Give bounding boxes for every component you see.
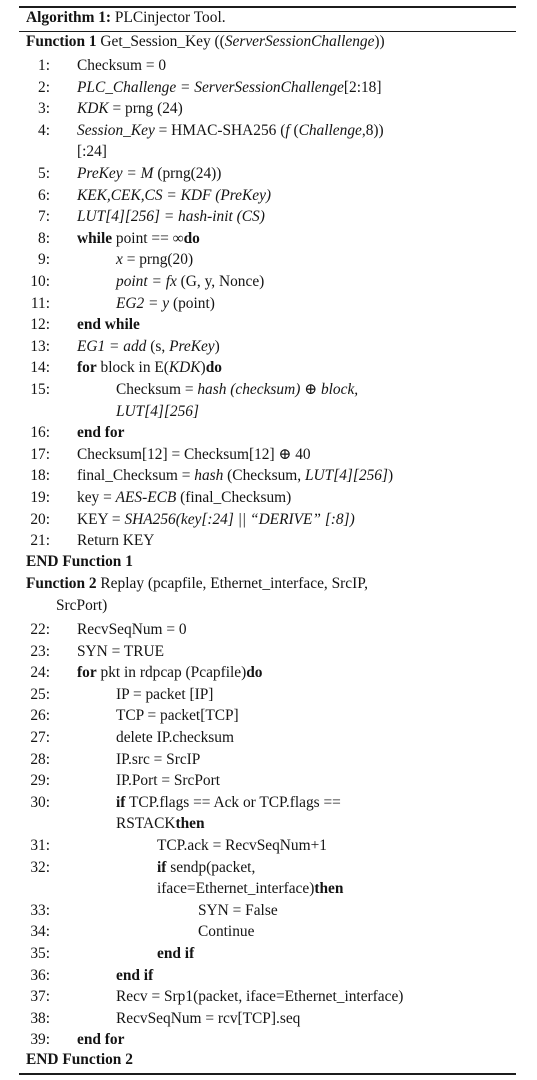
function1-signature: Get_Session_Key (( [100,33,225,50]
line-number: 21: [30,532,50,550]
code-line-7 [0,206,537,228]
line-code: for pkt in rdpcap (Pcapfile)do [77,664,263,682]
bottom-rule [19,1073,516,1075]
code-line-24 [0,662,537,684]
line-number: 10: [30,273,50,290]
line-code: IP = packet [IP] [116,685,214,703]
line-number: 30: [30,793,50,811]
line-code: delete IP.checksum [116,729,234,746]
line-code: end for [77,424,125,442]
line-code: point = fx (G, y, Nonce) [116,273,265,290]
code-line-23 [0,641,537,663]
line-number: 34: [30,923,50,941]
function1-close: )) [374,33,385,50]
line-code: for block in E(KDK)do [77,359,222,377]
line-code: EG2 = y (point) [116,294,215,312]
line-code: RSTACKthen [116,815,205,833]
line-code: SYN = False [198,901,278,919]
line-code: key = AES-ECB (final_Checksum) [77,489,292,506]
line-code: end while [77,316,140,334]
code-line-17 [0,444,537,466]
line-number: 13: [30,337,50,355]
line-number: 35: [30,945,50,962]
line-number: 36: [30,966,50,984]
function2-signature: Replay (pcapfile, Ethernet_interface, SrcIP, [100,575,368,592]
line-number: 32: [30,858,50,876]
title-rule [19,31,516,32]
line-code: IP.Port = SrcPort [116,772,221,790]
line-number: 2: [38,78,50,96]
function1-label: Function 1 [26,33,97,50]
code-line-26 [0,705,537,727]
line-number: 6: [38,186,50,204]
code-line-15 [0,379,537,401]
function1-header [26,33,385,51]
line-number: 37: [30,988,50,1006]
code-line-15-cont [0,401,537,423]
code-line-34 [0,921,537,943]
line-code: end for [77,1031,125,1049]
code-line-27 [0,727,537,749]
line-number: 28: [30,750,50,768]
code-line-30 [0,792,537,814]
line-code: while point == ∞do [77,229,200,247]
line-number: 22: [30,621,50,638]
line-number: 19: [30,489,50,506]
code-line-29 [0,770,537,792]
line-code: IP.src = SrcIP [116,750,201,768]
algorithm-title [26,9,226,27]
code-line-38 [0,1008,537,1030]
function1-end: END Function 1 [26,553,133,570]
line-number: 9: [38,251,50,269]
line-code: Checksum = hash (checksum) ⊕ block, [116,381,359,398]
line-code: Session_Key = HMAC-SHA256 (f (Challenge,8)) [77,121,384,139]
line-code: Checksum[12] = Checksum[12] ⊕ 40 [77,445,311,463]
line-number: 39: [30,1031,50,1049]
algorithm-label: Algorithm 1: [26,9,112,26]
code-line-4-cont [0,141,537,163]
code-line-32 [0,857,537,879]
line-number: 38: [30,1009,50,1027]
line-number: 25: [30,685,50,703]
code-line-3 [0,98,537,120]
line-number: 7: [38,208,50,226]
line-code: LUT[4][256] = hash-init (CS) [77,208,265,226]
line-number: 15: [30,381,50,398]
line-code: iface=Ethernet_interface)then [157,880,344,898]
line-number: 1: [38,57,50,74]
line-code: RecvSeqNum = 0 [77,621,187,638]
line-code: PLC_Challenge = ServerSessionChallenge[2:18] [77,78,382,96]
line-number: 3: [38,100,50,118]
line-code: EG1 = add (s, PreKey) [77,337,220,355]
line-code: PreKey = M (prng(24)) [77,165,222,182]
code-line-10 [0,271,537,293]
line-number: 27: [30,729,50,746]
line-number: 14: [30,359,50,377]
line-code: [:24] [77,143,107,161]
line-code: SYN = TRUE [77,642,165,660]
line-number: 4: [38,121,50,139]
function2-header [26,575,368,593]
line-code: KEK,CEK,CS = KDF (PreKey) [77,186,272,204]
function1-arg: ServerSessionChallenge [224,33,375,50]
code-line-9 [0,249,537,271]
line-number: 12: [30,316,50,334]
line-code: Return KEY [77,532,155,550]
line-number: 18: [30,467,50,485]
code-line-21 [0,530,537,552]
code-line-37 [0,986,537,1008]
code-line-16 [0,422,537,444]
code-line-5 [0,163,537,185]
code-line-14 [0,357,537,379]
code-line-12 [0,314,537,336]
code-line-30-cont [0,813,537,835]
code-line-6 [0,185,537,207]
line-code: Checksum = 0 [77,57,167,74]
line-code: end if [116,966,154,984]
line-code: end if [157,945,195,962]
code-line-1 [0,55,537,77]
line-code: KDK = prng (24) [77,100,183,118]
line-number: 8: [38,229,50,247]
code-line-22 [0,619,537,641]
line-code: RecvSeqNum = rcv[TCP].seq [116,1009,301,1027]
line-code: Continue [198,923,255,941]
top-rule [19,6,516,8]
line-code: if TCP.flags == Ack or TCP.flags == [116,793,341,811]
code-line-39 [0,1029,537,1051]
code-line-25 [0,684,537,706]
code-line-19 [0,487,537,509]
code-line-8 [0,228,537,250]
line-number: 24: [30,664,50,682]
line-code: if sendp(packet, [157,858,256,876]
line-number: 26: [30,707,50,725]
line-number: 5: [38,165,50,182]
code-line-11 [0,293,537,315]
line-code: final_Checksum = hash (Checksum, LUT[4][256]) [77,467,394,485]
function2-end: END Function 2 [26,1051,133,1068]
algorithm-name: PLCinjector Tool. [114,9,226,26]
code-line-20 [0,509,537,531]
code-line-36 [0,965,537,987]
code-line-35 [0,943,537,965]
line-code: TCP = packet[TCP] [116,707,239,725]
code-line-13 [0,336,537,358]
function2-label: Function 2 [26,575,97,592]
code-line-2 [0,77,537,99]
line-number: 11: [30,294,50,312]
line-code: TCP.ack = RecvSeqNum+1 [157,837,327,854]
code-line-32-cont [0,878,537,900]
line-code: Recv = Srp1(packet, iface=Ethernet_interface) [116,988,404,1006]
line-number: 31: [30,837,50,854]
line-number: 23: [30,642,50,660]
code-line-31 [0,835,537,857]
line-number: 17: [30,445,50,463]
line-number: 29: [30,772,50,790]
code-line-28 [0,749,537,771]
code-line-33 [0,900,537,922]
code-line-18 [0,465,537,487]
line-number: 20: [30,510,50,528]
line-number: 33: [30,901,50,919]
line-code: KEY = SHA256(key[:24] || “DERIVE” [:8]) [77,510,355,528]
code-line-4 [0,120,537,142]
line-number: 16: [30,424,50,442]
line-code: x = prng(20) [116,251,194,269]
line-code: LUT[4][256] [116,402,199,420]
function2-signature-cont: SrcPort) [56,597,108,614]
